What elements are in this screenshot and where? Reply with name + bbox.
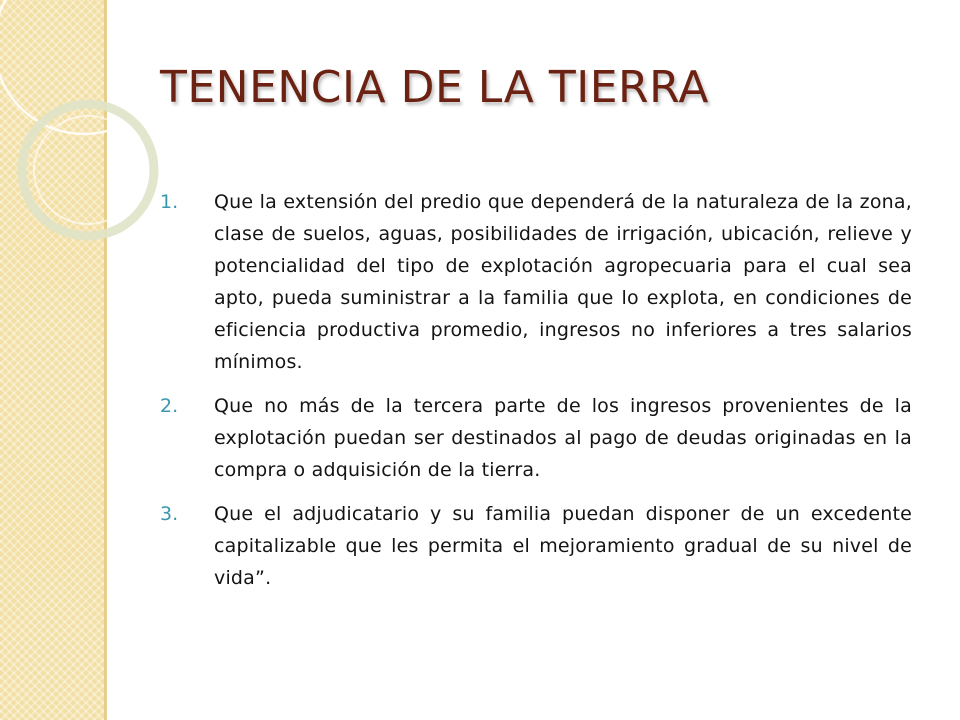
list-item-number: 1. — [160, 191, 179, 213]
slide-title: TENENCIA DE LA TIERRA — [160, 62, 709, 113]
list-item — [160, 498, 912, 594]
list-item-text: Que la extensión del predio que dependerá de la naturaleza de la zona, clase de suelos, aguas, posibilidades de irrigación, ubicación, relieve y potencialidad del tipo de explotación agropecuaria para el cual sea apto, pueda suministrar a la familia que lo explota, en condiciones de eficiencia productiva promedio, ingresos no inferiores a tres salarios mínimos. — [214, 191, 912, 373]
list-item-text: Que el adjudicatario y su familia puedan disponer de un excedente capitalizable que les permita el mejoramiento gradual de su nivel de vida”. — [214, 503, 912, 589]
numbered-list — [160, 186, 912, 606]
list-item — [160, 390, 912, 486]
list-item-number: 3. — [160, 503, 179, 525]
list-item-number: 2. — [160, 395, 179, 417]
list-item-text: Que no más de la tercera parte de los ingresos provenientes de la explotación puedan ser destinados al pago de deudas originadas en la compra o adquisición de la tierra. — [214, 395, 912, 481]
list-item — [160, 186, 912, 378]
